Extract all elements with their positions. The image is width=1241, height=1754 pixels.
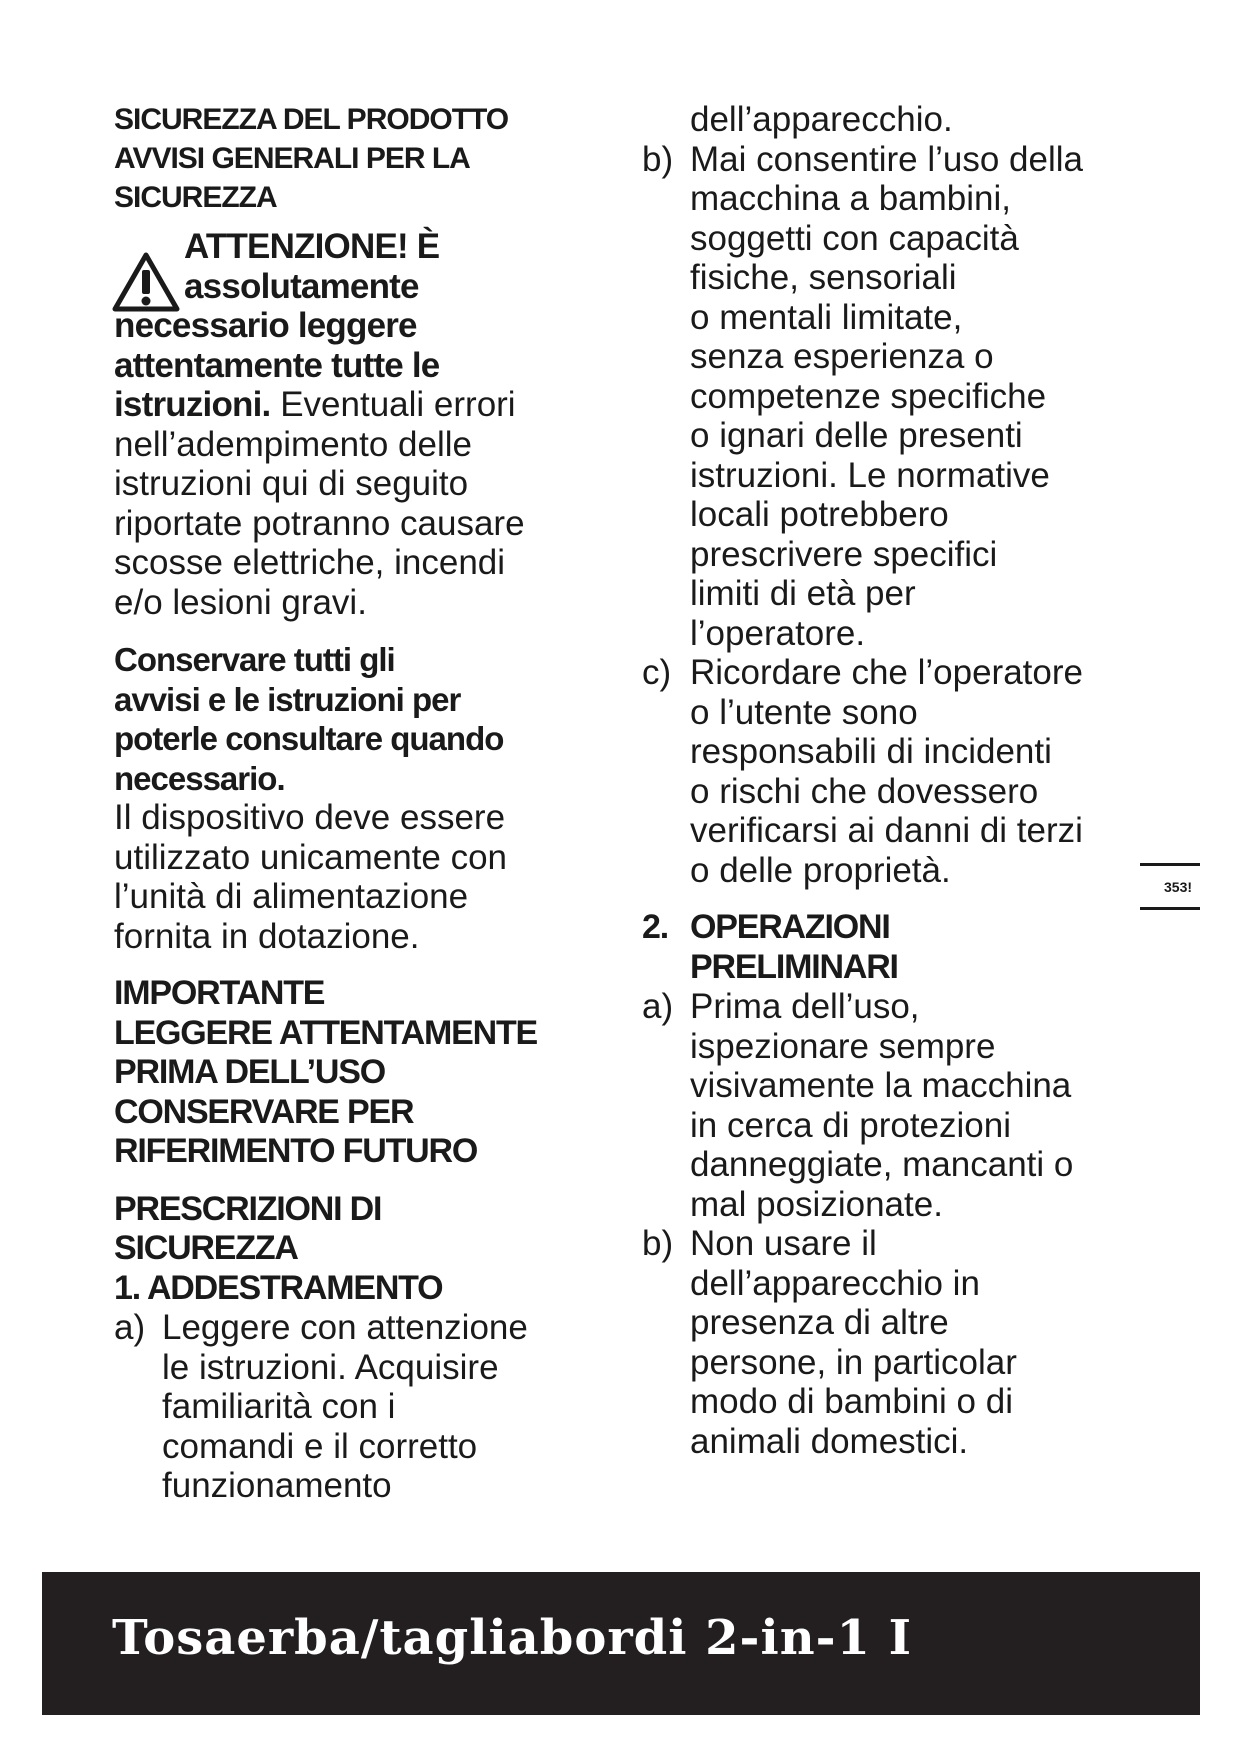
item-line: limiti di età per [690, 574, 916, 613]
warning-line: assolutamente [184, 266, 419, 306]
item-line: prescrivere specifici [690, 534, 998, 574]
right-column [642, 100, 1142, 1461]
list-item-preliminary-b [642, 1224, 1142, 1461]
page-number-tab [1140, 863, 1200, 910]
warning-block [114, 227, 614, 306]
item-line: Ricordare che l’operatore [690, 653, 1083, 692]
item-line: presenza di altre [690, 1303, 949, 1342]
keep-line: avvisi e le istruzioni per [114, 680, 461, 718]
item-line: fisiche, sensoriali [690, 258, 957, 297]
section-title-line: PRELIMINARI [690, 947, 898, 986]
page-tab-rule-top [1140, 863, 1200, 866]
page-tab-rule-bottom [1140, 907, 1200, 910]
continued-item [642, 100, 1142, 140]
item-label: b) [642, 139, 674, 179]
prescr-line: SICUREZZA [114, 1229, 298, 1267]
warning-body-line: nell’adempimento delle [114, 424, 472, 464]
item-line: visivamente la macchina [690, 1066, 1072, 1105]
important-line: LEGGERE ATTENTAMENTE [114, 1013, 538, 1052]
page-number: 353! [1164, 879, 1193, 895]
warning-line: ATTENZIONE! È [184, 227, 440, 266]
keep-line: poterle consultare quando [114, 720, 504, 757]
item-label: a) [642, 987, 674, 1026]
item-line: locali potrebbero [690, 495, 949, 534]
item-line: o l’utente sono [690, 692, 918, 732]
item-line: l’operatore. [690, 613, 866, 653]
item-line: Leggere con attenzione [162, 1308, 528, 1347]
prescr-line: 1. ADDESTRAMENTO [114, 1268, 443, 1307]
heading-line: AVVISI GENERALI PER LA [114, 142, 470, 175]
item-label: c) [642, 653, 672, 692]
warning-line: istruzioni. Eventuali errori [114, 385, 516, 424]
item-line: o ignari delle presenti [690, 416, 1023, 455]
list-item-training-a [114, 1308, 614, 1506]
device-line: utilizzato unicamente con [114, 837, 507, 877]
item-line: persone, in particolar [690, 1342, 1017, 1382]
safety-prescriptions-heading [114, 1190, 614, 1309]
item-line: Non usare il [690, 1224, 877, 1263]
warning-body-line: riportate potranno causare [114, 503, 525, 543]
item-line: dell’apparecchio in [690, 1263, 980, 1303]
important-line: CONSERVARE PER [114, 1092, 414, 1131]
item-label: a) [114, 1308, 146, 1347]
item-line: verificarsi ai danni di terzi [690, 811, 1083, 850]
item-line: istruzioni. Le normative [690, 455, 1050, 495]
important-block [114, 974, 614, 1172]
list-item-training-c [642, 653, 1142, 890]
warning-triangle-icon [112, 251, 180, 313]
list-item-preliminary-a [642, 987, 1142, 1224]
device-line: Il dispositivo deve essere [114, 798, 506, 837]
keep-line: necessario. [114, 759, 285, 797]
item-line: familiarità con i [162, 1387, 396, 1426]
product-safety-heading [114, 100, 614, 217]
device-line: l’unità di alimentazione [114, 877, 469, 916]
warning-body-line: e/o lesioni gravi. [114, 582, 367, 622]
important-line: RIFERIMENTO FUTURO [114, 1132, 478, 1170]
warning-body-line: istruzioni qui di seguito [114, 464, 469, 503]
item-line: o delle proprietà. [690, 850, 951, 890]
warning-body-line: scosse elettriche, incendi [114, 543, 506, 582]
device-note [114, 798, 614, 956]
section-2-heading [642, 908, 1142, 987]
item-line: senza esperienza o [690, 337, 994, 376]
item-line: o rischi che dovessero [690, 771, 1039, 811]
item-line: animali domestici. [690, 1421, 969, 1461]
item-line: competenze specifiche [690, 376, 1047, 416]
item-line: danneggiate, mancanti o [690, 1145, 1074, 1184]
device-line: fornita in dotazione. [114, 916, 420, 956]
item-line: ispezionare sempre [690, 1026, 996, 1066]
item-line: mal posizionate. [690, 1184, 943, 1224]
keep-line: Conservare tutti gli [114, 641, 395, 678]
item-label: b) [642, 1224, 674, 1263]
warning-line: necessario leggere [114, 306, 417, 345]
heading-line: SICUREZZA [114, 181, 277, 214]
item-line: le istruzioni. Acquisire [162, 1347, 499, 1387]
section-title-line: OPERAZIONI [690, 908, 890, 946]
item-line: Prima dell’uso, [690, 987, 920, 1026]
important-line: IMPORTANTE [114, 974, 325, 1012]
keep-instructions-block [114, 640, 614, 798]
item-line: responsabili di incidenti [690, 732, 1052, 771]
item-line: macchina a bambini, [690, 179, 1011, 218]
footer-band [42, 1572, 1200, 1715]
warning-line: attentamente tutte le [114, 345, 440, 385]
list-item-training-b [642, 140, 1142, 654]
item-line: Mai consentire l’uso della [690, 139, 1083, 179]
item-line: soggetti con capacità [690, 218, 1019, 258]
section-number: 2. [642, 908, 668, 946]
item-line: comandi e il corretto [162, 1426, 478, 1466]
left-column [114, 100, 614, 1506]
heading-line: SICUREZZA DEL PRODOTTO [114, 103, 509, 136]
item-line: dell’apparecchio. [690, 100, 953, 139]
item-line: funzionamento [162, 1466, 392, 1505]
prescr-line: PRESCRIZIONI DI [114, 1189, 382, 1228]
item-line: modo di bambini o di [690, 1382, 1013, 1421]
item-line: in cerca di protezioni [690, 1105, 1011, 1145]
footer-title: Tosaerba/tagliabordi 2-in-1 I [112, 1610, 913, 1666]
important-line: PRIMA DELL’USO [114, 1053, 385, 1091]
item-line: o mentali limitate, [690, 297, 963, 337]
